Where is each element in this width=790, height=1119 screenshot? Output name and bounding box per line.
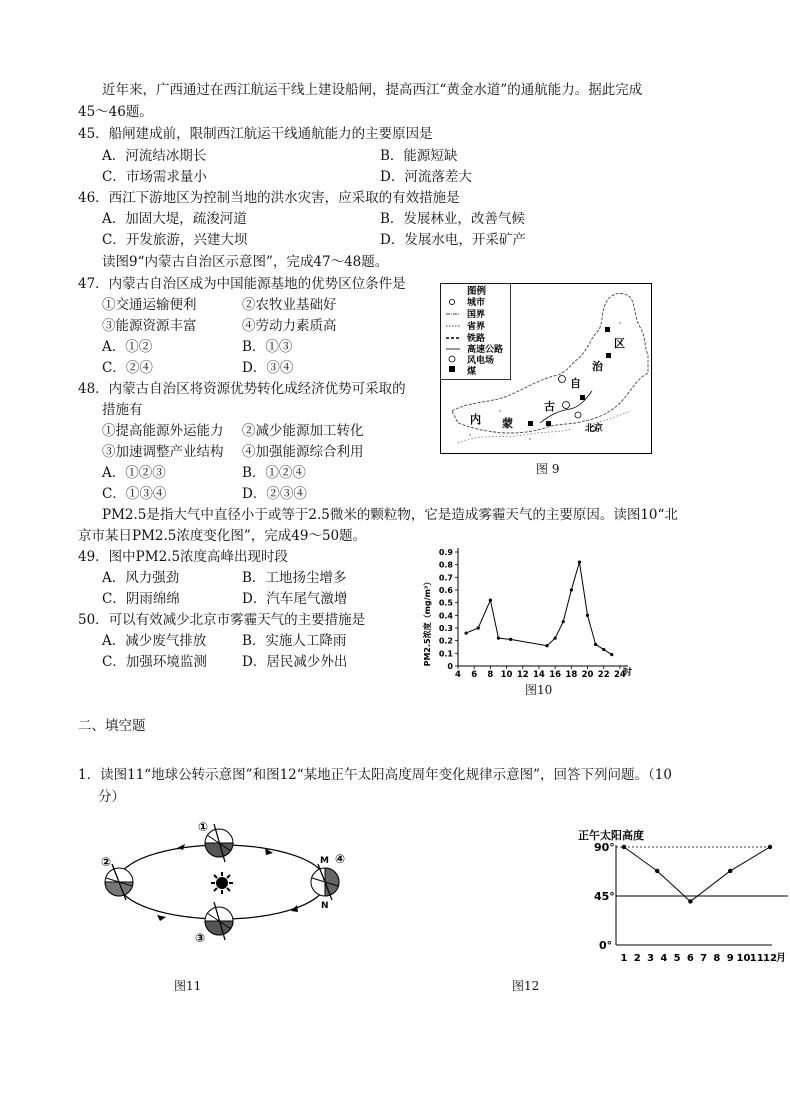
q45-option-d: D．河流落差大: [380, 169, 472, 185]
chart10-xtick-label: 16: [549, 670, 562, 680]
q48-option-b: B．①②④: [242, 465, 306, 481]
map-label-nei: 内: [470, 413, 481, 426]
q49-option-d: D．汽车尾气激增: [242, 591, 348, 607]
chart10-xtick-label: 10: [500, 670, 513, 680]
earth-revolution-figure-11: [95, 815, 360, 950]
chart12-data-point: [768, 845, 772, 849]
chart10-xtick-label: 6: [471, 670, 478, 680]
chart10-ytick-label: 0.4: [438, 611, 453, 621]
map-label-gu: 古: [544, 400, 555, 413]
earth-position-1: [205, 824, 233, 862]
label-m: M: [320, 856, 329, 866]
legend-item-province-border: 省界: [467, 322, 486, 332]
chart12-series-line: [624, 847, 770, 901]
q48-item-4: ④加强能源综合利用: [242, 444, 364, 460]
chart12-ytick-90: 90°: [594, 841, 615, 854]
figure-10-caption: 图10: [525, 683, 553, 697]
q47-stem: 47．内蒙古自治区成为中国能源基地的优势区位条件是: [78, 276, 406, 292]
chart10-ytick-label: 0.2: [438, 636, 453, 646]
chart10-data-point: [489, 599, 492, 602]
chart12-ytick-0: 0°: [599, 939, 613, 952]
q45-option-c: C．市场需求量小: [102, 169, 207, 185]
chart12-xtick-label: 7: [700, 953, 708, 964]
chart10-xtick-label: 18: [565, 670, 578, 680]
legend-title: 图例: [467, 286, 487, 297]
chart10-data-point: [477, 626, 480, 629]
chart10-data-point: [570, 588, 573, 591]
chart10-data-point: [610, 653, 613, 656]
q48-item-1: ①提高能源外运能力: [102, 423, 224, 439]
chart10-data-point: [545, 644, 548, 647]
chart12-xtick-label: 5: [673, 953, 681, 964]
chart12-xtick-label: 6: [686, 953, 694, 964]
chart12-data-point: [655, 869, 659, 873]
q49-option-a: A．风力强劲: [102, 570, 180, 586]
chart10-xtick-label: 20: [581, 670, 594, 680]
figure-9-caption: 图 9: [536, 462, 560, 476]
q48-option-a: A．①②③: [102, 465, 166, 481]
chart12-data-point: [622, 845, 626, 849]
q45-stem: 45．船闸建成前，限制西江航运干线通航能力的主要原因是: [78, 126, 433, 142]
map-figure-9: [440, 283, 652, 455]
chart10-data-point: [602, 648, 605, 651]
chart12-xtick-label: 2: [633, 953, 641, 964]
q45-option-b: B．能源短缺: [380, 148, 458, 164]
q47-item-4: ④劳动力素质高: [242, 318, 337, 334]
chart12-xtick-label: 10: [736, 953, 751, 964]
map-label-qu: 区: [614, 337, 625, 350]
figure-12-caption: 图12: [512, 979, 540, 993]
chart12-xtick-label: 3: [647, 953, 655, 964]
q49-stem: 49．图中PM2.5浓度高峰出现时段: [78, 549, 289, 565]
chart10-ylabel: PM2.5浓度（mg/m³）: [423, 577, 432, 667]
sun-icon: [211, 872, 233, 894]
legend-item-railway: 铁路: [467, 334, 486, 344]
map-label-beijing: 北京: [585, 424, 604, 434]
chart10-data-point: [562, 620, 565, 623]
q46-option-c: C．开发旅游，兴建大坝: [102, 232, 248, 248]
section-2-heading: 二、填空题: [78, 718, 146, 734]
chart10-data-point: [586, 614, 589, 617]
q48-item-2: ②减少能源加工转化: [242, 423, 364, 439]
q50-option-a: A．减少废气排放: [102, 633, 207, 649]
q48-stem-line2: 措施有: [102, 402, 143, 418]
chart12-xtick-label: 4: [660, 953, 668, 964]
chart12-xtick-label: 11: [749, 953, 764, 964]
q46-stem: 46．西江下游地区为控制当地的洪水灾害，应采取的有效措施是: [78, 190, 460, 206]
chart10-data-point: [594, 643, 597, 646]
chart10-xtick-label: 24: [613, 670, 626, 680]
map-label-meng: 蒙: [502, 417, 513, 430]
q47-option-d: D．③④: [242, 360, 294, 376]
chart10-x-unit: 时: [623, 668, 633, 678]
q50-option-b: B．实施人工降雨: [242, 633, 347, 649]
chart10-xtick-label: 4: [455, 670, 461, 680]
pm25-chart-figure-10: [418, 540, 640, 682]
chart10-data-point: [509, 638, 512, 641]
earth-position-2: [105, 864, 133, 900]
intro-49-50-line2: 京市某日PM2.5浓度变化图”，完成49～50题。: [78, 528, 367, 544]
q50-option-d: D．居民减少外出: [242, 654, 348, 670]
chart12-data-point: [728, 869, 732, 873]
map-label-zi: 自: [570, 377, 581, 390]
chart10-ytick-label: 0.1: [438, 649, 453, 659]
q46-option-d: D．发展水电，开采矿产: [380, 232, 526, 248]
earth-position-4: [311, 864, 339, 900]
fill-q1-line2: 分）: [98, 789, 125, 805]
legend-item-wind-farm: 风电场: [467, 356, 495, 366]
noon-sun-height-figure-12: [572, 825, 790, 967]
chart12-xtick-label: 1: [620, 953, 628, 964]
q46-option-b: B．发展林业，改善气候: [380, 211, 525, 227]
chart10-data-point: [554, 637, 557, 640]
chart10-xtick-label: 12: [516, 670, 529, 680]
intro-47-48: 读图9“内蒙古自治区示意图”，完成47～48题。: [102, 254, 389, 270]
chart10-xtick-label: 14: [533, 670, 545, 680]
q48-option-c: C．①③④: [102, 486, 167, 502]
chart10-ytick-label: 0.9: [438, 548, 453, 557]
chart12-xtick-label: 12: [763, 953, 777, 964]
q47-option-b: B．①③: [242, 339, 293, 355]
intro-45-46-line2: 45～46题。: [78, 104, 153, 120]
label-position-1: ①: [198, 820, 209, 834]
q48-stem-line1: 48．内蒙古自治区将资源优势转化成经济优势可采取的: [78, 381, 406, 397]
q45-option-a: A．河流结冰期长: [102, 148, 207, 164]
q47-item-1: ①交通运输便利: [102, 297, 197, 313]
q48-option-d: D．②③④: [242, 486, 307, 502]
legend-item-city: 城市: [467, 298, 486, 308]
chart10-ytick-label: 0.6: [438, 586, 453, 595]
legend-item-national-border: 国界: [467, 310, 486, 320]
map-label-zhi: 治: [592, 360, 603, 373]
q49-option-b: B．工地扬尘增多: [242, 570, 347, 586]
chart12-x-unit: 月: [776, 953, 786, 964]
legend-item-coal: 煤: [467, 367, 477, 377]
chart10-data-point: [578, 561, 581, 564]
chart10-xtick-label: 22: [597, 670, 610, 680]
chart12-ytick-45: 45°: [594, 890, 615, 903]
chart12-title: 正午太阳高度: [578, 829, 644, 842]
intro-45-46-line1: 近年来，广西通过在西江航运干线上建设船闸，提高西江“黄金水道”的通航能力。据此完成: [102, 82, 643, 98]
chart10-ytick-label: 0.8: [438, 560, 453, 570]
legend-item-highway: 高速公路: [467, 345, 504, 355]
chart10-series-line: [466, 562, 612, 654]
q49-option-c: C．阴雨绵绵: [102, 591, 180, 607]
q47-option-c: C．②④: [102, 360, 153, 376]
chart12-xtick-label: 8: [713, 953, 721, 964]
chart10-data-point: [497, 637, 500, 640]
figure-11-caption: 图11: [174, 979, 202, 993]
chart10-ytick-label: 0.3: [438, 624, 453, 633]
chart10-ytick-label: 0.7: [438, 573, 453, 583]
q47-item-3: ③能源资源丰富: [102, 318, 197, 334]
chart10-data-point: [464, 631, 467, 634]
label-n: N: [321, 901, 329, 911]
fill-q1-line1: 1．读图11“地球公转示意图”和图12“某地正午太阳高度周年变化规律示意图”，回答下列问题。（10: [78, 767, 672, 783]
label-position-3: ③: [195, 931, 206, 945]
label-position-4: ④: [335, 852, 346, 866]
q46-option-a: A．加固大堤，疏浚河道: [102, 211, 247, 227]
q50-stem: 50．可以有效减少北京市雾霾天气的主要措施是: [78, 612, 366, 628]
q48-item-3: ③加速调整产业结构: [102, 444, 224, 460]
chart10-ytick-label: 0: [447, 662, 453, 671]
q50-option-c: C．加强环境监测: [102, 654, 207, 670]
chart12-xtick-label: 9: [726, 953, 734, 964]
earth-position-3: [205, 902, 233, 940]
q47-option-a: A．①②: [102, 339, 153, 355]
chart10-xtick-label: 8: [487, 670, 494, 680]
chart10-ytick-label: 0.5: [438, 598, 453, 608]
chart12-data-point: [688, 899, 692, 903]
label-position-2: ②: [101, 855, 112, 869]
intro-49-50-line1: PM2.5是指大气中直径小于或等于2.5微米的颗粒物，它是造成雾霾天气的主要原因。读图10“北: [102, 507, 678, 523]
q47-item-2: ②农牧业基础好: [242, 297, 337, 313]
